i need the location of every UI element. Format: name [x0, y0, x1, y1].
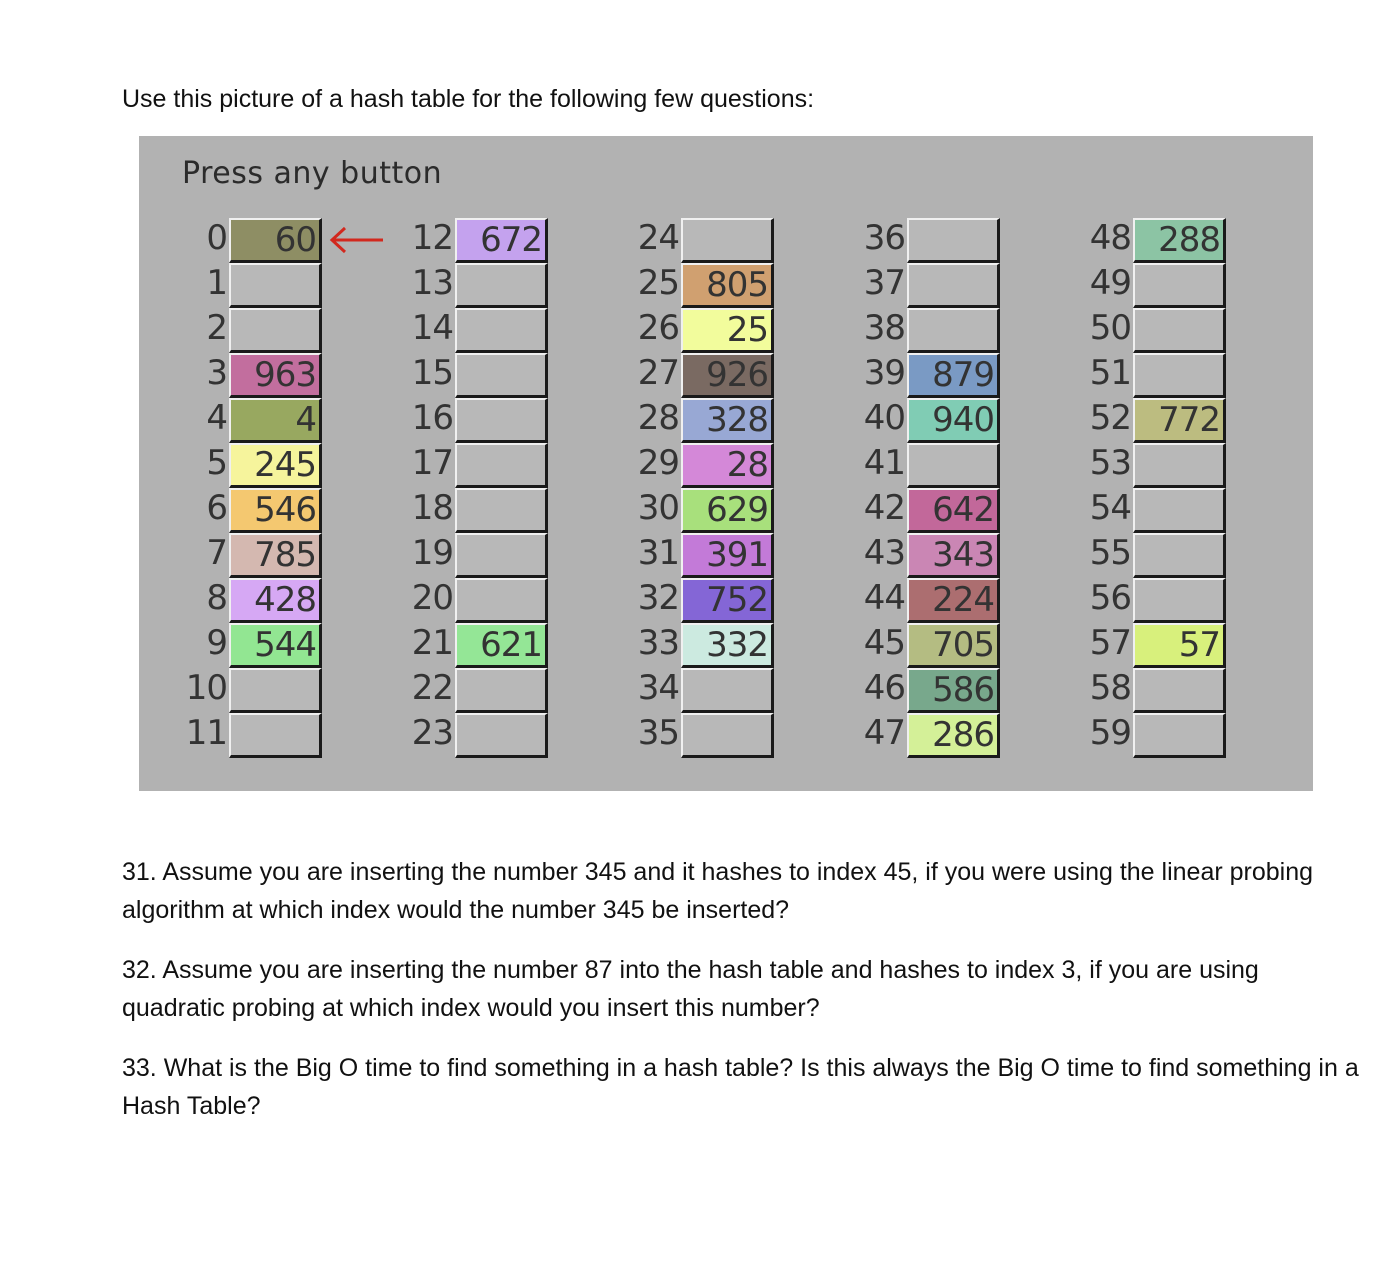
slot-index: 58 — [1089, 668, 1131, 708]
slot-index: 25 — [637, 263, 679, 303]
table-slot — [817, 263, 1017, 308]
table-slot — [591, 308, 791, 353]
table-slot — [1043, 713, 1243, 758]
slot-index: 23 — [411, 713, 453, 753]
empty-slot — [1133, 713, 1226, 758]
slot-index: 24 — [637, 218, 679, 258]
slot-index: 35 — [637, 713, 679, 753]
table-slot — [365, 353, 565, 398]
slot-value: 288 — [1133, 218, 1226, 263]
table-slot — [817, 353, 1017, 398]
slot-index: 53 — [1089, 443, 1131, 483]
slot-index: 47 — [863, 713, 905, 753]
slot-index: 57 — [1089, 623, 1131, 663]
slot-index: 16 — [411, 398, 453, 438]
slot-index: 21 — [411, 623, 453, 663]
slot-index: 31 — [637, 533, 679, 573]
empty-slot — [229, 668, 322, 713]
slot-index: 12 — [411, 218, 453, 258]
slot-index: 32 — [637, 578, 679, 618]
slot-value: 28 — [681, 443, 774, 488]
table-slot — [817, 218, 1017, 263]
table-slot — [365, 218, 565, 263]
table-slot — [365, 443, 565, 488]
slot-index: 55 — [1089, 533, 1131, 573]
table-slot — [591, 623, 791, 668]
slot-index: 39 — [863, 353, 905, 393]
table-slot — [365, 578, 565, 623]
slot-value: 343 — [907, 533, 1000, 578]
slot-index: 54 — [1089, 488, 1131, 528]
slot-index: 44 — [863, 578, 905, 618]
empty-slot — [907, 308, 1000, 353]
table-slot — [591, 263, 791, 308]
slot-value: 785 — [229, 533, 322, 578]
table-slot — [817, 713, 1017, 758]
table-slot — [139, 533, 339, 578]
table-slot — [817, 488, 1017, 533]
table-slot — [817, 533, 1017, 578]
table-slot — [365, 263, 565, 308]
empty-slot — [229, 263, 322, 308]
slot-value: 705 — [907, 623, 1000, 668]
slot-index: 18 — [411, 488, 453, 528]
table-slot — [591, 713, 791, 758]
empty-slot — [681, 668, 774, 713]
question-33: 33. What is the Big O time to find something in a hash table? Is this always the Big O time to find something in a Hash Table? — [122, 1054, 1359, 1120]
slot-value: 963 — [229, 353, 322, 398]
table-slot — [365, 713, 565, 758]
table-slot — [1043, 668, 1243, 713]
table-slot — [1043, 578, 1243, 623]
slot-index: 27 — [637, 353, 679, 393]
slot-index: 52 — [1089, 398, 1131, 438]
empty-slot — [455, 578, 548, 623]
table-slot — [139, 443, 339, 488]
empty-slot — [229, 713, 322, 758]
table-slot — [591, 353, 791, 398]
slot-index: 2 — [206, 308, 227, 348]
slot-index: 43 — [863, 533, 905, 573]
slot-value: 245 — [229, 443, 322, 488]
table-slot — [591, 218, 791, 263]
questions-list — [122, 853, 1362, 1147]
table-slot — [139, 398, 339, 443]
empty-slot — [1133, 353, 1226, 398]
slot-index: 11 — [185, 713, 227, 753]
slot-index: 42 — [863, 488, 905, 528]
slot-value: 4 — [229, 398, 322, 443]
table-slot — [365, 308, 565, 353]
table-slot — [817, 623, 1017, 668]
table-slot — [139, 308, 339, 353]
table-slot — [365, 488, 565, 533]
slot-value: 428 — [229, 578, 322, 623]
slot-value: 332 — [681, 623, 774, 668]
slot-value: 879 — [907, 353, 1000, 398]
table-slot — [591, 398, 791, 443]
slot-index: 41 — [863, 443, 905, 483]
slot-value: 224 — [907, 578, 1000, 623]
slot-index: 14 — [411, 308, 453, 348]
intro-text: Use this picture of a hash table for the following few questions: — [122, 85, 815, 113]
slot-index: 5 — [206, 443, 227, 483]
slot-index: 4 — [206, 398, 227, 438]
empty-slot — [455, 488, 548, 533]
table-slot — [591, 488, 791, 533]
empty-slot — [455, 308, 548, 353]
empty-slot — [455, 668, 548, 713]
table-slot — [1043, 488, 1243, 533]
table-slot — [139, 263, 339, 308]
table-slot — [817, 308, 1017, 353]
table-slot — [139, 578, 339, 623]
slot-index: 17 — [411, 443, 453, 483]
table-slot — [139, 488, 339, 533]
slot-value: 772 — [1133, 398, 1226, 443]
slot-value: 328 — [681, 398, 774, 443]
table-slot — [365, 668, 565, 713]
table-slot — [365, 623, 565, 668]
slot-index: 45 — [863, 623, 905, 663]
empty-slot — [455, 533, 548, 578]
slot-index: 29 — [637, 443, 679, 483]
slot-value: 940 — [907, 398, 1000, 443]
empty-slot — [455, 353, 548, 398]
slot-index: 48 — [1089, 218, 1131, 258]
slot-value: 629 — [681, 488, 774, 533]
slot-index: 56 — [1089, 578, 1131, 618]
empty-slot — [907, 443, 1000, 488]
slot-index: 34 — [637, 668, 679, 708]
slot-index: 10 — [185, 668, 227, 708]
table-slot — [1043, 308, 1243, 353]
empty-slot — [1133, 263, 1226, 308]
empty-slot — [455, 263, 548, 308]
slot-value: 926 — [681, 353, 774, 398]
slot-index: 8 — [206, 578, 227, 618]
slot-index: 20 — [411, 578, 453, 618]
empty-slot — [1133, 533, 1226, 578]
slot-value: 60 — [229, 218, 322, 263]
table-slot — [1043, 623, 1243, 668]
table-slot — [591, 443, 791, 488]
table-slot — [1043, 398, 1243, 443]
slot-value: 621 — [455, 623, 548, 668]
slot-index: 13 — [411, 263, 453, 303]
slot-value: 546 — [229, 488, 322, 533]
slot-value: 752 — [681, 578, 774, 623]
table-slot — [1043, 218, 1243, 263]
table-slot — [1043, 443, 1243, 488]
table-slot — [817, 398, 1017, 443]
empty-slot — [455, 398, 548, 443]
slot-value: 586 — [907, 668, 1000, 713]
slot-index: 0 — [206, 218, 227, 258]
applet-status-text: Press any button — [182, 156, 443, 191]
question-31: 31. Assume you are inserting the number 345 and it hashes to index 45, if you were using the linear probing algorithm at which index would the number 345 be inserted? — [122, 858, 1314, 924]
table-slot — [591, 533, 791, 578]
slot-index: 22 — [411, 668, 453, 708]
slot-index: 26 — [637, 308, 679, 348]
table-slot — [1043, 533, 1243, 578]
slot-index: 9 — [206, 623, 227, 663]
table-slot — [139, 353, 339, 398]
slot-value: 544 — [229, 623, 322, 668]
table-slot — [591, 668, 791, 713]
slot-index: 33 — [637, 623, 679, 663]
slot-index: 46 — [863, 668, 905, 708]
hash-table-applet — [139, 136, 1313, 791]
table-slot — [817, 578, 1017, 623]
table-slot — [139, 713, 339, 758]
slot-value: 672 — [455, 218, 548, 263]
empty-slot — [1133, 308, 1226, 353]
empty-slot — [681, 713, 774, 758]
empty-slot — [1133, 443, 1226, 488]
slot-index: 1 — [206, 263, 227, 303]
slot-index: 37 — [863, 263, 905, 303]
empty-slot — [455, 443, 548, 488]
slot-value: 642 — [907, 488, 1000, 533]
slot-index: 38 — [863, 308, 905, 348]
table-slot — [365, 398, 565, 443]
slot-index: 30 — [637, 488, 679, 528]
table-slot — [139, 623, 339, 668]
slot-value: 391 — [681, 533, 774, 578]
empty-slot — [907, 218, 1000, 263]
empty-slot — [907, 263, 1000, 308]
empty-slot — [1133, 668, 1226, 713]
slot-index: 3 — [206, 353, 227, 393]
slot-index: 49 — [1089, 263, 1131, 303]
slot-value: 57 — [1133, 623, 1226, 668]
slot-index: 19 — [411, 533, 453, 573]
slot-index: 40 — [863, 398, 905, 438]
empty-slot — [1133, 578, 1226, 623]
slot-value: 805 — [681, 263, 774, 308]
slot-value: 25 — [681, 308, 774, 353]
empty-slot — [681, 218, 774, 263]
slot-index: 36 — [863, 218, 905, 258]
empty-slot — [1133, 488, 1226, 533]
slot-value: 286 — [907, 713, 1000, 758]
table-slot — [1043, 263, 1243, 308]
table-slot — [139, 218, 339, 263]
empty-slot — [455, 713, 548, 758]
empty-slot — [229, 308, 322, 353]
table-slot — [817, 668, 1017, 713]
table-slot — [1043, 353, 1243, 398]
table-slot — [365, 533, 565, 578]
slot-index: 7 — [206, 533, 227, 573]
slot-index: 50 — [1089, 308, 1131, 348]
slot-index: 15 — [411, 353, 453, 393]
slot-index: 6 — [206, 488, 227, 528]
table-slot — [139, 668, 339, 713]
slot-index: 28 — [637, 398, 679, 438]
table-slot — [817, 443, 1017, 488]
table-slot — [591, 578, 791, 623]
question-32: 32. Assume you are inserting the number 87 into the hash table and hashes to index 3, if you are using quadratic probing at which index would you insert this number? — [122, 956, 1259, 1022]
slot-index: 59 — [1089, 713, 1131, 753]
slot-index: 51 — [1089, 353, 1131, 393]
